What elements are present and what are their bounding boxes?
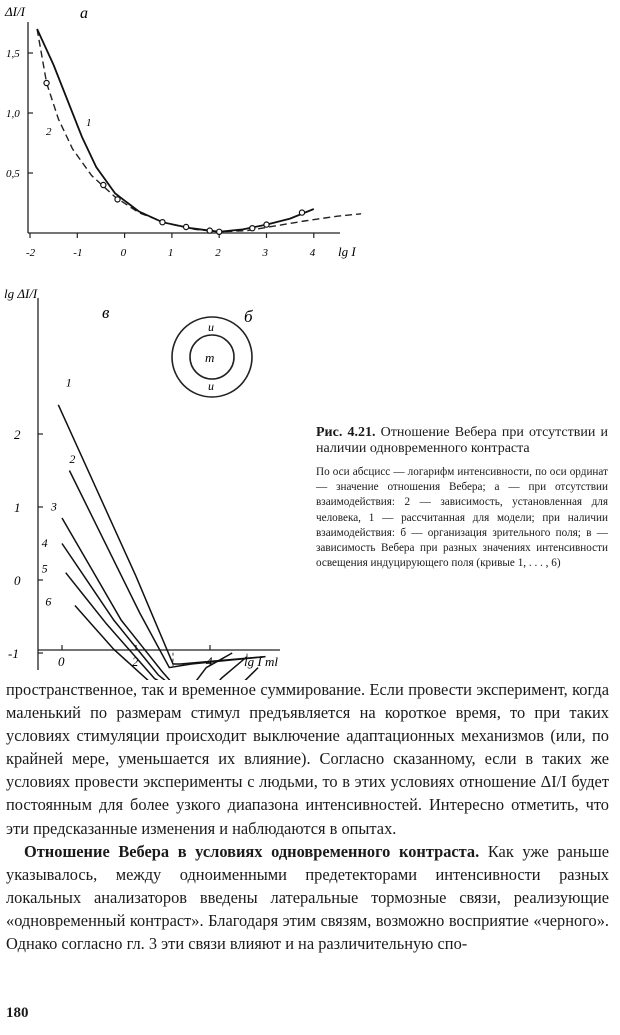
paragraph-2-text: Как уже раньше указывалось, между одноименными предетекторами интенсивности разных локальных анализаторов введены латеральные тормозные связи, реализующие «одновременный контраст». Благодаря этим связям, возможно восприятие «черного». Однако согласно гл. 3 эти связи влияют и на различительную спо- bbox=[6, 841, 609, 954]
paragraph-2-heading: Отношение Вебера в условиях одновременного контраста. bbox=[24, 841, 480, 861]
figure-a-x-axis-label: lg I bbox=[338, 244, 356, 259]
figure-b-panel-letter: в bbox=[102, 303, 110, 322]
figure-a-x-tick-label: 3 bbox=[262, 247, 268, 259]
figure-b-curve-label: 2 bbox=[69, 452, 76, 467]
figure-a-y-tick-label: 1,0 bbox=[6, 108, 20, 120]
figure-b-curves bbox=[58, 405, 269, 680]
figure-a-y-axis-label: ΔI/I bbox=[5, 4, 25, 19]
figure-b-x-tick-label: 2 bbox=[132, 654, 139, 669]
figure-a-data-point bbox=[299, 210, 304, 215]
figure-a-x-tick-label: 0 bbox=[120, 247, 127, 259]
figure-b-x-axis-label: lg I ml bbox=[244, 654, 278, 669]
figure-c-center-label: m bbox=[205, 350, 215, 365]
figure-b-x-tick-label: 0 bbox=[58, 654, 65, 669]
figure-a-data-points bbox=[44, 80, 305, 234]
figure-a-y-tick-label: 1,5 bbox=[6, 48, 20, 60]
paragraph-2 bbox=[6, 840, 609, 955]
figure-a-data-point bbox=[44, 80, 49, 85]
figure-c-field-organization bbox=[172, 307, 253, 397]
figure-a-x-tick-label: 1 bbox=[167, 247, 174, 259]
figure-b-curve-label: 4 bbox=[41, 536, 48, 551]
figure-a-x-tick-label: -2 bbox=[26, 247, 36, 259]
paragraph-1: пространственное, так и временное суммирование. Если провести эксперимент, когда маленький по размерам стимул предъявляется на короткое время, то при таких условиях стимуляции происходит выключение адаптационных механизмов (или, по крайней мере, уменьшается их влияние). Согласно сказанному, если в таких же условиях провести эксперименты с людьми, то в этих условиях отношение ΔI/I будет постоянным для более узкого диапазона интенсивностей. Интересно отметить, что эти предсказанные изменения и наблюдаются в опытах. bbox=[6, 680, 609, 838]
figure-c-surround-label-bottom: u bbox=[208, 379, 214, 393]
figure-a-curve-label-2: 2 bbox=[46, 126, 52, 138]
figure-b-y-tick-label: 1 bbox=[14, 500, 21, 515]
figure-a-y-tick-label: 0,5 bbox=[6, 168, 20, 180]
figure-a-curve-2 bbox=[37, 29, 361, 232]
figure-a-panel-letter: а bbox=[80, 5, 88, 22]
figure-b-y-axis-label: lg ΔI/I bbox=[4, 286, 38, 301]
caption-body: По оси абсцисс — логарифм интенсивности, по оси ординат — значение отношения Вебера; а — при отсутствии взаимодействия: 2 — зависимость, установленная для человека, 1 — рассчитанная для модели; при наличии взаимодействия: б — организация зрительного поля; в — зависимость Вебера при разных значениях интенсивности освещения индуцирующего поля (кривые 1, . . . , 6) bbox=[316, 466, 608, 570]
figure-b-curve-labels bbox=[42, 376, 76, 609]
figure-caption bbox=[316, 425, 608, 571]
figure-a-data-point bbox=[101, 182, 106, 187]
figure-b-curve-label: 1 bbox=[65, 375, 72, 390]
figure-a-x-ticks bbox=[26, 233, 316, 259]
figure-a-data-point bbox=[250, 226, 255, 231]
figure-b-curve-6 bbox=[75, 606, 269, 680]
figure-a-data-point bbox=[217, 229, 222, 234]
figure-b-curve-2 bbox=[69, 471, 265, 668]
caption-figure-number: Рис. 4.21. bbox=[316, 425, 376, 440]
figure-a-data-point bbox=[264, 222, 269, 227]
figure-b-curve-label: 5 bbox=[41, 561, 48, 576]
figure-b bbox=[0, 270, 310, 680]
figure-b-y-tick-label: -1 bbox=[8, 646, 19, 661]
figure-a-data-point bbox=[207, 228, 212, 233]
figure-b-curve-label: 3 bbox=[50, 499, 57, 514]
caption-title-block bbox=[316, 425, 608, 457]
figure-c-surround-label-top: u bbox=[208, 320, 214, 334]
caption-title: Отношение Вебера при отсутствии и наличии одновременного контраста bbox=[316, 425, 608, 456]
figure-a-x-tick-label: 2 bbox=[215, 247, 221, 259]
figure-a-x-tick-label: -1 bbox=[73, 247, 83, 259]
figure-a-curve-label-1: 1 bbox=[86, 117, 92, 129]
figure-b-curve-5 bbox=[66, 573, 258, 680]
figure-a-data-point bbox=[115, 197, 120, 202]
body-text bbox=[6, 678, 609, 955]
figure-a-y-ticks bbox=[6, 48, 33, 180]
figure-b-y-tick-label: 2 bbox=[14, 427, 21, 442]
figure-a-data-point bbox=[160, 220, 165, 225]
figure-a bbox=[0, 0, 380, 270]
page-number: 180 bbox=[6, 1005, 29, 1021]
figure-b-y-tick-label: 0 bbox=[14, 573, 21, 588]
figure-a-x-tick-label: 4 bbox=[309, 247, 316, 259]
figure-b-axes bbox=[38, 298, 280, 670]
figure-b-curve-label: 6 bbox=[45, 594, 52, 609]
figure-c-panel-letter: б bbox=[244, 307, 253, 326]
figure-a-data-point bbox=[183, 224, 188, 229]
figure-b-x-tick-label: 4 bbox=[206, 654, 213, 669]
figure-b-curve-1 bbox=[58, 405, 265, 664]
figure-a-axes bbox=[28, 22, 340, 233]
figure-a-curve-1 bbox=[37, 29, 314, 232]
